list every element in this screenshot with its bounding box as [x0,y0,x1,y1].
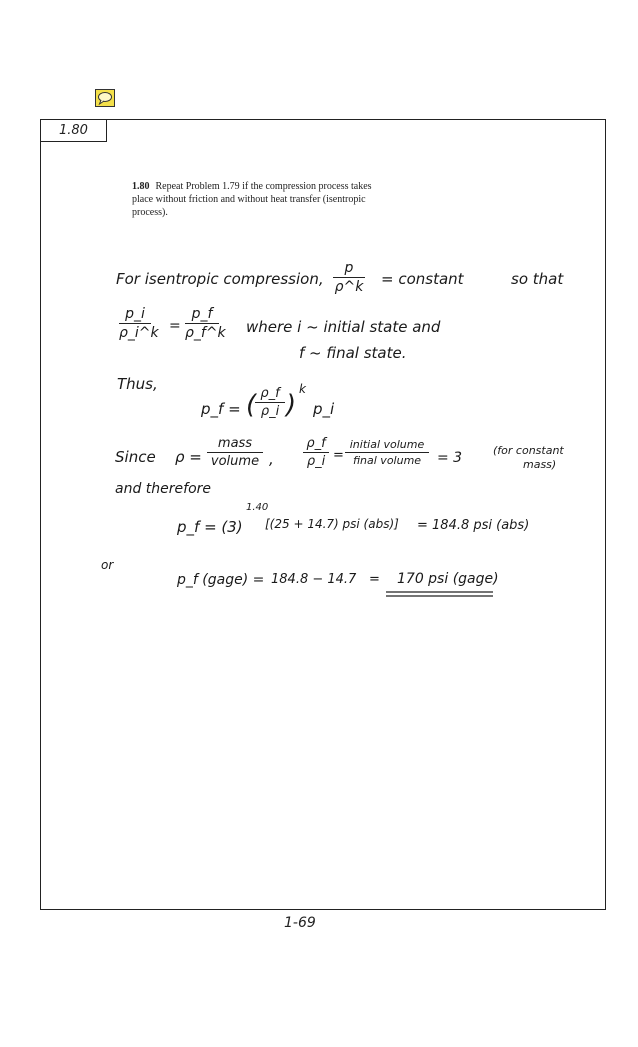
final-volume-denominator: final volume [352,454,422,467]
problem-statement-text: Repeat Problem 1.79 if the compression process takes place without friction and without heat transfer (isentropic process). [132,181,372,218]
problem-number-tab: 1.80 [41,120,107,142]
page-number: 1-69 [284,915,316,931]
calc-result: = 184.8 psi (abs) [417,518,530,533]
ratio2-equals: = [333,448,344,463]
rhoi-k-denominator: ρ_i^k [119,325,159,341]
isentropic-intro: For isentropic compression, [116,270,324,288]
pi-rhs: p_i [313,400,335,418]
p-over-rho-k-numerator: p [344,260,354,276]
comment-icon[interactable] [95,89,115,107]
equals-constant: = constant [381,270,464,288]
p-over-rho-k-denominator: ρ^k [334,279,364,295]
mass-numerator: mass [217,436,253,451]
gage-subtraction: 184.8 − 14.7 [271,572,357,587]
thus-label: Thus, [117,375,158,393]
or-label: or [101,558,114,572]
rhof-numerator-2: ρ_f [306,436,326,451]
exponent-k: k [299,382,306,396]
comma: , [269,450,274,468]
and-therefore: and therefore [115,481,211,497]
pf-numerator: p_f [191,306,213,322]
pi-numerator: p_i [125,306,145,322]
rhof-k-denominator: ρ_f^k [185,325,226,341]
rhof-numerator: ρ_f [260,386,280,401]
rhoi-denominator-2: ρ_i [306,454,326,469]
gage-lhs: p_f (gage) = [177,572,265,588]
since-label: Since [115,448,156,466]
close-paren: ) [286,390,297,420]
final-state: f ~ final state. [299,344,407,362]
ratio-equals: = [169,318,181,334]
calc-lhs: p_f = (3) [177,518,243,536]
rho-equals: ρ = [175,448,202,466]
final-answer: 170 psi (gage) [397,571,499,587]
calc-bracket: [(25 + 14.7) psi (abs)] [265,517,399,531]
constant-mass-note-2: mass) [523,458,557,471]
volume-denominator: volume [210,454,260,469]
pf-lhs: p_f = [201,400,241,418]
solution-frame [40,119,606,910]
where-initial-state: where i ~ initial state and [246,318,441,336]
volume-ratio-result: = 3 [437,450,463,466]
answer-underline [41,120,607,911]
initial-volume-numerator: initial volume [349,438,425,451]
problem-statement-number: 1.80 [132,181,150,192]
gage-equals: = [369,572,380,587]
calc-exponent: 1.40 [246,502,269,513]
constant-mass-note-1: (for constant [493,444,564,457]
so-that: so that [511,270,564,288]
open-paren: ( [246,390,257,420]
rhoi-denominator: ρ_i [260,404,280,419]
